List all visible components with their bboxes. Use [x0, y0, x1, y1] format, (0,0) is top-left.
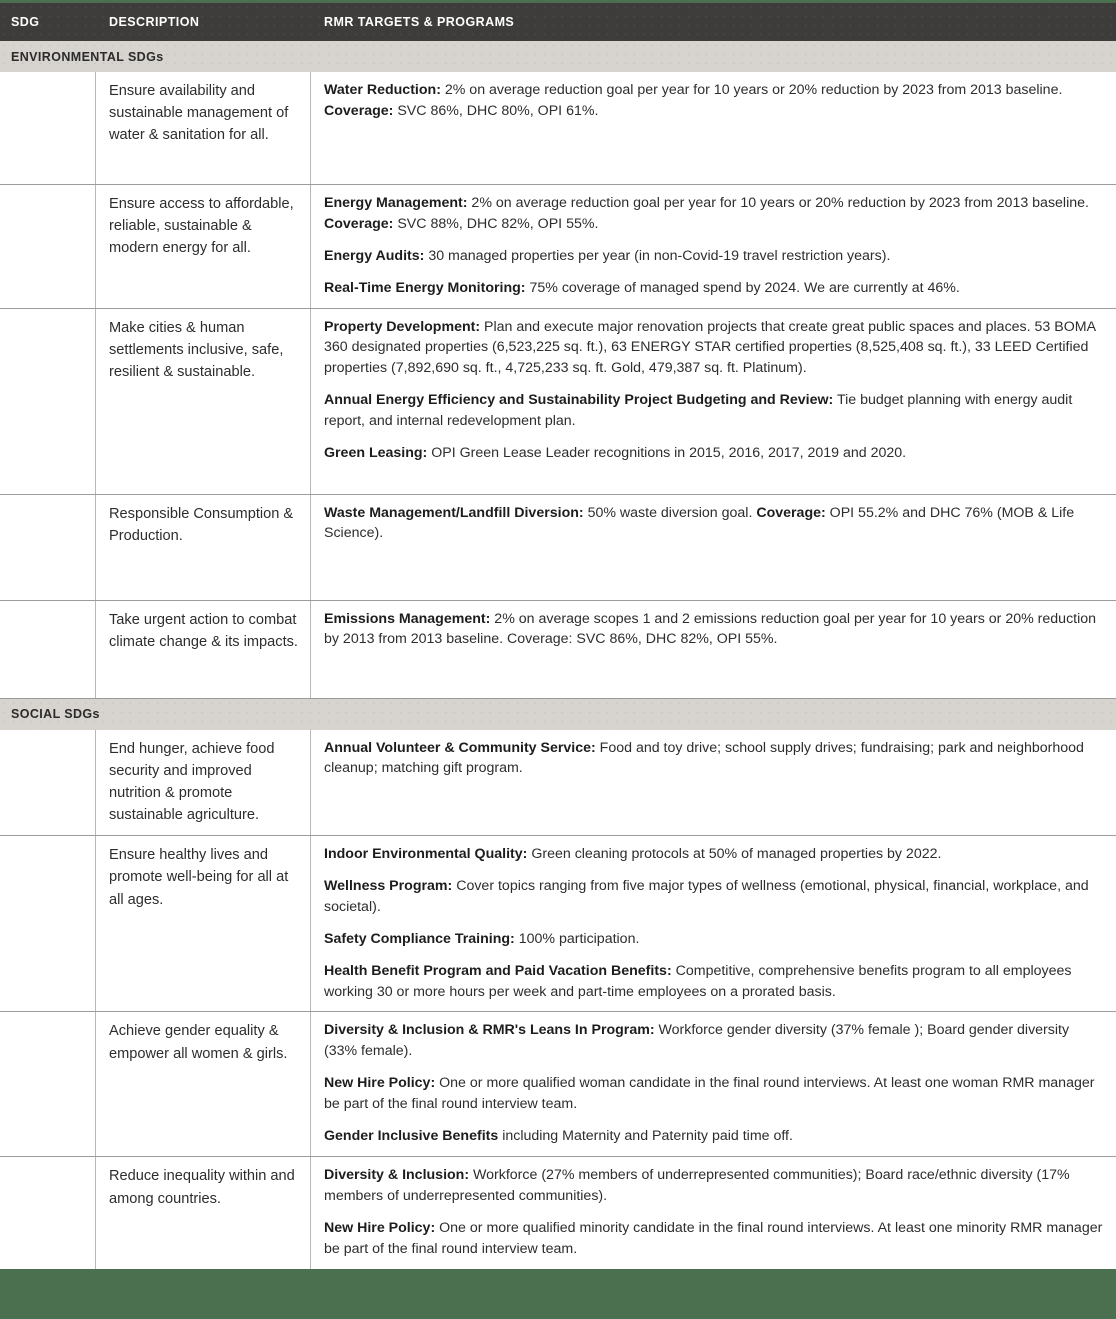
program-label: Waste Management/Landfill Diversion: [324, 504, 584, 521]
rmr-targets-cell [311, 495, 1116, 600]
sdg-icon-cell [0, 495, 96, 600]
program-entry [324, 961, 1104, 1003]
program-text: One or more qualified minority candidate in the final round interviews. At least one minority RMR manager be part of the final round interview team. [324, 1220, 1103, 1258]
section-band-label: ENVIRONMENTAL SDGs [11, 49, 164, 64]
program-label: Diversity & Inclusion: [324, 1167, 470, 1184]
sdg-icon-cell [0, 601, 96, 698]
table-row [0, 1012, 1116, 1157]
program-text: 2% on average scopes 1 and 2 emissions reduction goal per year for 10 years or 20% reduction by 2013 from 2013 baseline. Coverage: SVC 86%, DHC 82%, OPI 55%. [324, 610, 1097, 648]
rmr-targets-cell [311, 1157, 1116, 1269]
sdg-icon-cell [0, 730, 96, 836]
sdg-description-cell: Ensure availability and sustainable management of water & sanitation for all. [96, 72, 311, 184]
program-entry [324, 80, 1104, 122]
program-label-secondary: Coverage: [324, 215, 394, 232]
program-label: Annual Energy Efficiency and Sustainability Project Budgeting and Review: [324, 392, 834, 409]
table-row [0, 72, 1116, 185]
program-text-secondary: SVC 88%, DHC 82%, OPI 55%. [393, 215, 599, 232]
program-entry [324, 929, 1104, 950]
sdg-description-cell: Achieve gender equality & empower all women & girls. [96, 1012, 311, 1156]
program-label: Energy Audits: [324, 247, 425, 264]
program-label: Energy Management: [324, 195, 468, 211]
rmr-targets-cell [311, 836, 1116, 1011]
program-entry [324, 443, 1104, 464]
sdg-icon-cell [0, 185, 96, 308]
sdg-description-cell: Take urgent action to combat climate change & its impacts. [96, 601, 311, 698]
program-entry [324, 278, 1104, 299]
program-label: Annual Volunteer & Community Service: [324, 739, 596, 756]
column-header-rmr-targets: RMR TARGETS & PROGRAMS [324, 15, 515, 29]
table-row [0, 730, 1116, 837]
program-label-secondary: Coverage: [752, 504, 826, 521]
program-text: 2% on average reduction goal per year for 10 years or 20% reduction by 2023 from 2013 baseline. [467, 195, 1089, 211]
program-text: 50% waste diversion goal. [583, 504, 753, 521]
program-text: Cover topics ranging from five major types of wellness (emotional, physical, financial, workplace, and societal). [324, 878, 1089, 915]
program-entry [324, 1218, 1104, 1260]
footer-accent-bar [0, 1269, 1116, 1319]
rmr-targets-cell [311, 185, 1116, 308]
sdg-icon-cell [0, 309, 96, 494]
program-entry [324, 1165, 1104, 1207]
program-text: 100% participation. [514, 930, 640, 947]
program-label: New Hire Policy: [324, 1075, 436, 1092]
program-text-secondary: OPI 55.2% and DHC 76% (MOB & Life Science). [324, 504, 1075, 542]
sdg-description-cell: Responsible Consumption & Production. [96, 495, 311, 600]
program-text: Competitive, comprehensive benefits program to all employees working 30 or more hours per week and part-time employees on a prorated basis. [324, 962, 1072, 1000]
program-label: New Hire Policy: [324, 1220, 436, 1237]
table-header-row [0, 3, 1116, 41]
program-text: Workforce gender diversity (37% female ); Board gender diversity (33% female). [324, 1022, 1070, 1060]
sdg-description-cell: Make cities & human settlements inclusive, safe, resilient & sustainable. [96, 309, 311, 494]
program-entry [324, 876, 1104, 918]
table-row [0, 836, 1116, 1012]
program-text: Workforce (27% members of underrepresented communities); Board race/ethnic diversity (17% members of underrepresented communities). [324, 1167, 1070, 1205]
rmr-targets-cell [311, 72, 1116, 184]
sdg-icon-cell [0, 72, 96, 184]
program-label: Health Benefit Program and Paid Vacation Benefits: [324, 962, 672, 979]
program-text: One or more qualified woman candidate in the final round interviews. At least one woman RMR manager be part of the final round interview team. [324, 1075, 1095, 1113]
program-entry [324, 193, 1104, 235]
table-body [0, 41, 1116, 1269]
rmr-targets-cell [311, 309, 1116, 494]
program-text: 75% coverage of managed spend by 2024. We are currently at 46%. [525, 279, 960, 296]
sdg-icon-cell [0, 836, 96, 1011]
program-text: Green cleaning protocols at 50% of managed properties by 2022. [527, 846, 942, 863]
column-header-description: DESCRIPTION [109, 15, 200, 29]
program-entry [324, 1126, 1104, 1147]
program-text: Food and toy drive; school supply drives; fundraising; park and neighborhood cleanup; matching gift program. [324, 739, 1084, 777]
program-entry [324, 246, 1104, 267]
section-band [0, 699, 1116, 730]
program-entry [324, 1073, 1104, 1115]
program-label: Diversity & Inclusion & RMR's Leans In Program: [324, 1022, 655, 1039]
program-text-secondary: SVC 86%, DHC 80%, OPI 61%. [393, 102, 599, 119]
program-entry [324, 609, 1104, 651]
program-text: OPI Green Lease Leader recognitions in 2015, 2016, 2017, 2019 and 2020. [427, 444, 907, 461]
rmr-targets-cell [311, 730, 1116, 836]
program-label: Water Reduction: [324, 82, 441, 98]
program-text: Tie budget planning with energy audit report, and internal redevelopment plan. [324, 392, 1073, 429]
program-entry [324, 503, 1104, 545]
program-label: Property Development: [324, 318, 481, 335]
program-entry [324, 317, 1104, 380]
program-text: including Maternity and Paternity paid time off. [498, 1127, 793, 1144]
program-text: 30 managed properties per year (in non-Covid-19 travel restriction years). [424, 247, 891, 264]
sdg-description-cell: Ensure access to affordable, reliable, sustainable & modern energy for all. [96, 185, 311, 308]
program-entry [324, 844, 1104, 865]
rmr-targets-cell [311, 601, 1116, 698]
program-entry [324, 738, 1104, 780]
program-text: Plan and execute major renovation projects that create great public spaces and places. 53 BOMA 360 designated properties (6,523,225 sq. ft.), 63 ENERGY STAR certified properties (8,525,408 sq. ft.), 33 LEED Certified properties (7,892,690 sq. ft., 4,725,233 sq. ft. Gold, 479,387 sq. ft. Platinum). [324, 318, 1096, 377]
sdg-icon-cell [0, 1012, 96, 1156]
program-entry [324, 390, 1104, 432]
table-row [0, 495, 1116, 601]
program-label: Wellness Program: [324, 878, 453, 895]
rmr-targets-cell [311, 1012, 1116, 1156]
table-row [0, 1157, 1116, 1269]
program-label-secondary: Coverage: [324, 102, 394, 119]
table-row [0, 185, 1116, 309]
program-label: Gender Inclusive Benefits [324, 1127, 499, 1144]
sdg-description-cell: End hunger, achieve food security and improved nutrition & promote sustainable agriculture. [96, 730, 311, 836]
table-row [0, 601, 1116, 699]
program-label: Green Leasing: [324, 444, 428, 461]
program-label: Indoor Environmental Quality: [324, 846, 528, 863]
program-label: Safety Compliance Training: [324, 930, 515, 947]
column-header-sdg: SDG [11, 15, 40, 29]
program-label: Real-Time Energy Monitoring: [324, 279, 526, 296]
section-band-label: SOCIAL SDGs [11, 707, 100, 721]
program-entry [324, 1020, 1104, 1062]
section-band [0, 41, 1116, 72]
table-row [0, 309, 1116, 495]
sdg-description-cell: Reduce inequality within and among countries. [96, 1157, 311, 1269]
sdg-description-cell: Ensure healthy lives and promote well-being for all at all ages. [96, 836, 311, 1011]
program-label: Emissions Management: [324, 610, 491, 627]
program-text: 2% on average reduction goal per year for 10 years or 20% reduction by 2023 from 2013 baseline. [440, 82, 1063, 98]
sdg-icon-cell [0, 1157, 96, 1269]
